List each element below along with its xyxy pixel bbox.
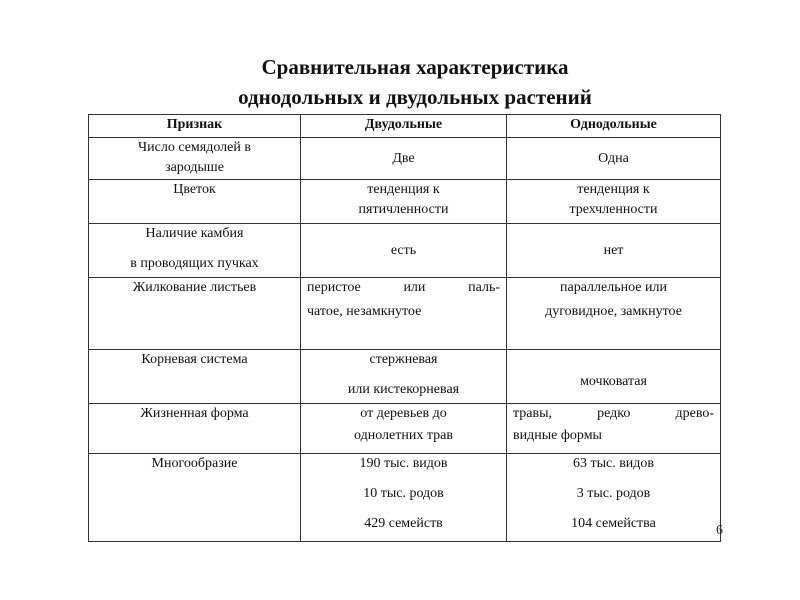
page-title	[0, 52, 800, 112]
dicot-cell	[301, 454, 507, 542]
comparison-table	[88, 114, 721, 542]
cell-text: от деревьев до	[360, 406, 447, 421]
cell-text: Многообразие	[151, 456, 238, 471]
cell-text: 190 тыс. видов	[359, 456, 448, 471]
feature-cell	[89, 224, 301, 278]
cell-text: зародыше	[165, 160, 224, 175]
dicot-cell	[301, 180, 507, 224]
cell-text: чатое, незамкнутое	[307, 304, 422, 319]
cell-text: тенденция к	[577, 182, 650, 197]
table-row	[89, 350, 721, 404]
table-row	[89, 224, 721, 278]
monocot-cell	[507, 454, 721, 542]
dicot-cell	[301, 404, 507, 454]
monocot-cell	[507, 138, 721, 180]
feature-cell	[89, 138, 301, 180]
cell-text: 10 тыс. родов	[363, 486, 444, 501]
cell-text: пятичленности	[358, 202, 449, 217]
table-row	[89, 138, 721, 180]
dicot-cell	[301, 138, 507, 180]
cell-text: Две	[392, 150, 415, 166]
dicot-cell	[301, 224, 507, 278]
monocot-cell	[507, 404, 721, 454]
cell-text: видные формы	[513, 428, 602, 443]
cell-text: Жизненная форма	[140, 406, 249, 421]
table-row	[89, 180, 721, 224]
table-row	[89, 278, 721, 350]
cell-text: 63 тыс. видов	[572, 456, 655, 471]
cell-text: Корневая система	[141, 352, 248, 367]
table-header-row	[89, 115, 721, 138]
feature-cell	[89, 180, 301, 224]
cell-text: есть	[390, 242, 417, 258]
monocot-cell	[507, 224, 721, 278]
table-row	[89, 454, 721, 542]
header-dicots: Двудольные	[301, 115, 507, 138]
cell-text: или кистекорневая	[347, 382, 460, 397]
table-row	[89, 404, 721, 454]
cell-text: травы, редко древо-	[513, 406, 714, 421]
title-line-2: однодольных и двудольных растений	[238, 85, 592, 109]
dicot-cell	[301, 278, 507, 350]
feature-cell	[89, 278, 301, 350]
monocot-cell	[507, 278, 721, 350]
monocot-cell	[507, 350, 721, 404]
feature-cell	[89, 350, 301, 404]
cell-text: в проводящих пучках	[130, 256, 259, 271]
page-number: 6	[716, 523, 723, 538]
cell-text: мочковатая	[580, 373, 647, 389]
cell-text: 3 тыс. родов	[576, 486, 651, 501]
cell-text: 104 семейства	[571, 516, 656, 531]
cell-text: Одна	[598, 150, 629, 166]
header-feature: Признак	[89, 115, 301, 138]
cell-text: Наличие камбия	[145, 226, 244, 241]
cell-text: нет	[603, 242, 624, 258]
cell-text: однолетних трав	[354, 428, 453, 443]
cell-text: перистое или паль-	[307, 280, 500, 295]
cell-text: параллельное или	[560, 280, 667, 295]
cell-text: Число семядолей в	[138, 140, 251, 155]
feature-cell	[89, 404, 301, 454]
dicot-cell	[301, 350, 507, 404]
cell-text: Жилкование листьев	[132, 280, 257, 295]
cell-text: Цветок	[173, 182, 216, 197]
feature-cell	[89, 454, 301, 542]
cell-text: тенденция к	[367, 182, 440, 197]
monocot-cell	[507, 180, 721, 224]
header-monocots: Однодольные	[507, 115, 721, 138]
cell-text: дуговидное, замкнутое	[545, 304, 682, 319]
cell-text: 429 семейств	[364, 516, 443, 531]
cell-text: трехчленности	[569, 202, 658, 217]
title-line-1: Сравнительная характеристика	[261, 55, 569, 79]
cell-text: стержневая	[369, 352, 438, 367]
